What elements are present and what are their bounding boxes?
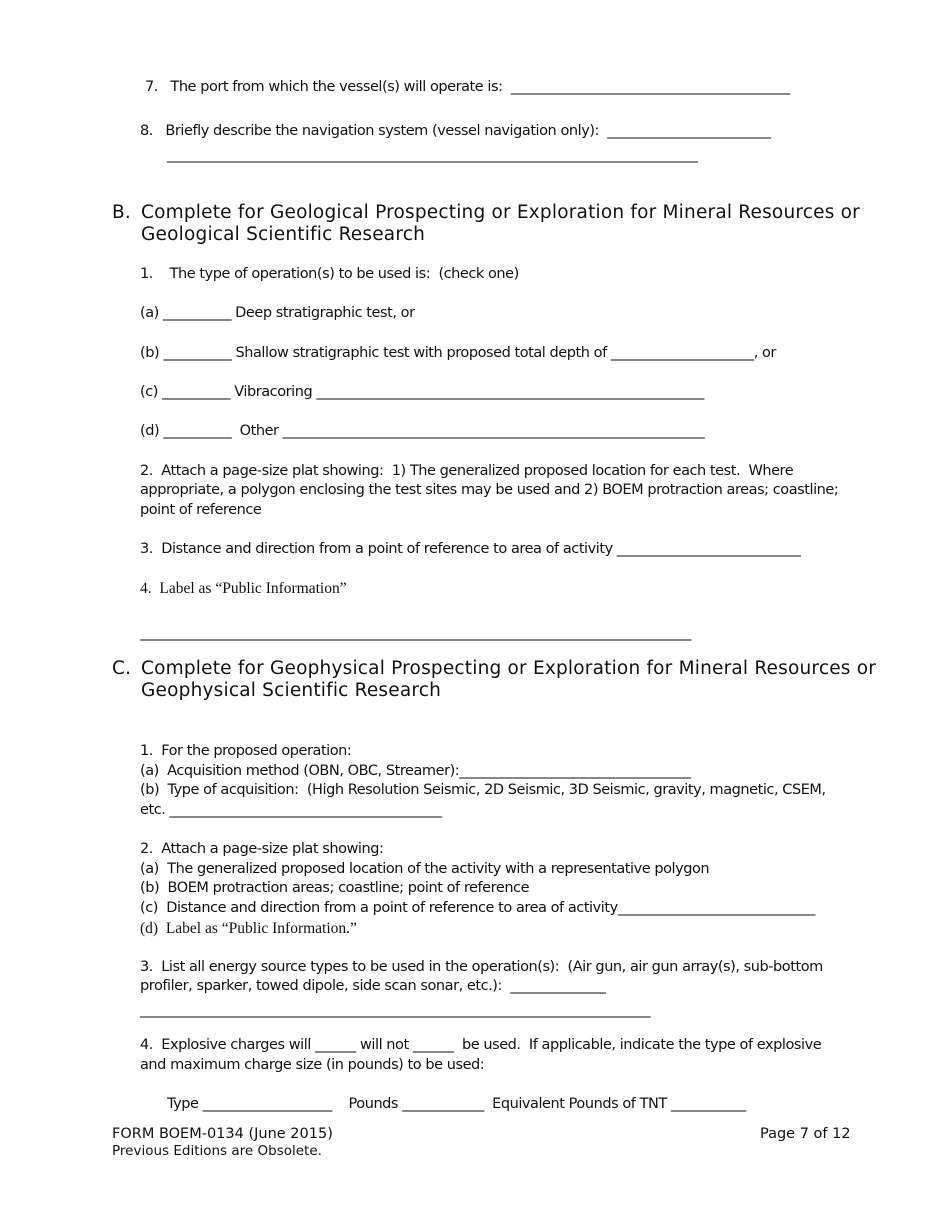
c-question-2-d: (d) Label as “Public Information.” — [140, 920, 357, 937]
c-question-3-line3[interactable]: ___________________________________________________________________________ — [140, 1002, 651, 1018]
c-acquisition-type-line2[interactable]: etc. ________________________________________ — [140, 802, 442, 818]
b-question-4-label: 4. Label as “Public Information” — [140, 580, 347, 597]
footer-page-number: Page 7 of 12 — [760, 1126, 851, 1142]
c-question-2-intro: 2. Attach a page-size plat showing: — [140, 841, 384, 857]
section-c-title-line1: Complete for Geophysical Prospecting or Exploration for Mineral Resources or — [141, 658, 877, 679]
c-question-4-explosives[interactable]: 4. Explosive charges will ______ will not ______ be used. If applicable, indicate the type of explosive — [140, 1037, 822, 1053]
b-option-a-deep-test[interactable]: (a) __________ Deep stratigraphic test, or — [140, 305, 415, 321]
item-8-navigation[interactable]: 8. Briefly describe the navigation system (vessel navigation only): ________________________ — [140, 123, 771, 139]
footer-obsolete-note: Previous Editions are Obsolete. — [112, 1143, 322, 1159]
c-question-2-a: (a) The generalized proposed location of the activity with a representative polygon — [140, 861, 710, 877]
b-question-1: 1. The type of operation(s) to be used is: (check one) — [140, 266, 519, 282]
c-acquisition-method[interactable]: (a) Acquisition method (OBN, OBC, Streamer):__________________________________ — [140, 763, 691, 779]
section-b-heading — [112, 202, 872, 248]
section-c-title-line2: Geophysical Scientific Research — [141, 680, 442, 701]
c-question-1-intro: 1. For the proposed operation: — [140, 743, 352, 759]
c-question-4-charge-fields[interactable]: Type ___________________ Pounds ____________ Equivalent Pounds of TNT ___________ — [167, 1096, 746, 1112]
c-question-3-line2[interactable]: profiler, sparker, towed dipole, side scan sonar, etc.): ______________ — [140, 978, 606, 994]
item-7-port[interactable]: 7. The port from which the vessel(s) will operate is: _________________________________________ — [145, 79, 790, 95]
b-option-d-other[interactable]: (d) __________ Other ______________________________________________________________ — [140, 423, 705, 439]
b-separator-rule: _________________________________________________________________________________ — [140, 625, 691, 641]
item-8-navigation-line2[interactable]: ______________________________________________________________________________ — [167, 147, 698, 163]
c-question-4-line2: and maximum charge size (in pounds) to be used: — [140, 1057, 485, 1073]
section-c-heading — [112, 658, 877, 704]
c-question-2-c-distance[interactable]: (c) Distance and direction from a point of reference to area of activity_____________________________ — [140, 900, 815, 916]
section-b-title-line1: Complete for Geological Prospecting or Exploration for Mineral Resources or — [141, 202, 860, 223]
c-question-3-line1: 3. List all energy source types to be used in the operation(s): (Air gun, air gun array(s), sub-bottom — [140, 959, 823, 975]
footer-form-id: FORM BOEM-0134 (June 2015) — [112, 1126, 333, 1142]
b-question-2-line1: 2. Attach a page-size plat showing: 1) The generalized proposed location for each test. Where — [140, 463, 794, 479]
b-option-c-vibracoring[interactable]: (c) __________ Vibracoring _________________________________________________________ — [140, 384, 704, 400]
b-question-3-distance[interactable]: 3. Distance and direction from a point of reference to area of activity ___________________________ — [140, 541, 801, 557]
b-question-2-line2: appropriate, a polygon enclosing the test sites may be used and 2) BOEM protraction areas; coastline; — [140, 482, 839, 498]
b-option-b-shallow-test[interactable]: (b) __________ Shallow stratigraphic test with proposed total depth of _____________________, or — [140, 345, 776, 361]
section-b-title-line2: Geological Scientific Research — [141, 224, 426, 245]
c-question-2-b: (b) BOEM protraction areas; coastline; point of reference — [140, 880, 530, 896]
c-acquisition-type-line1: (b) Type of acquisition: (High Resolution Seismic, 2D Seismic, 3D Seismic, gravity, magnetic, CSEM, — [140, 782, 826, 798]
section-c-letter: C. — [112, 658, 132, 679]
section-b-letter: B. — [112, 202, 131, 223]
b-question-2-line3: point of reference — [140, 502, 262, 518]
